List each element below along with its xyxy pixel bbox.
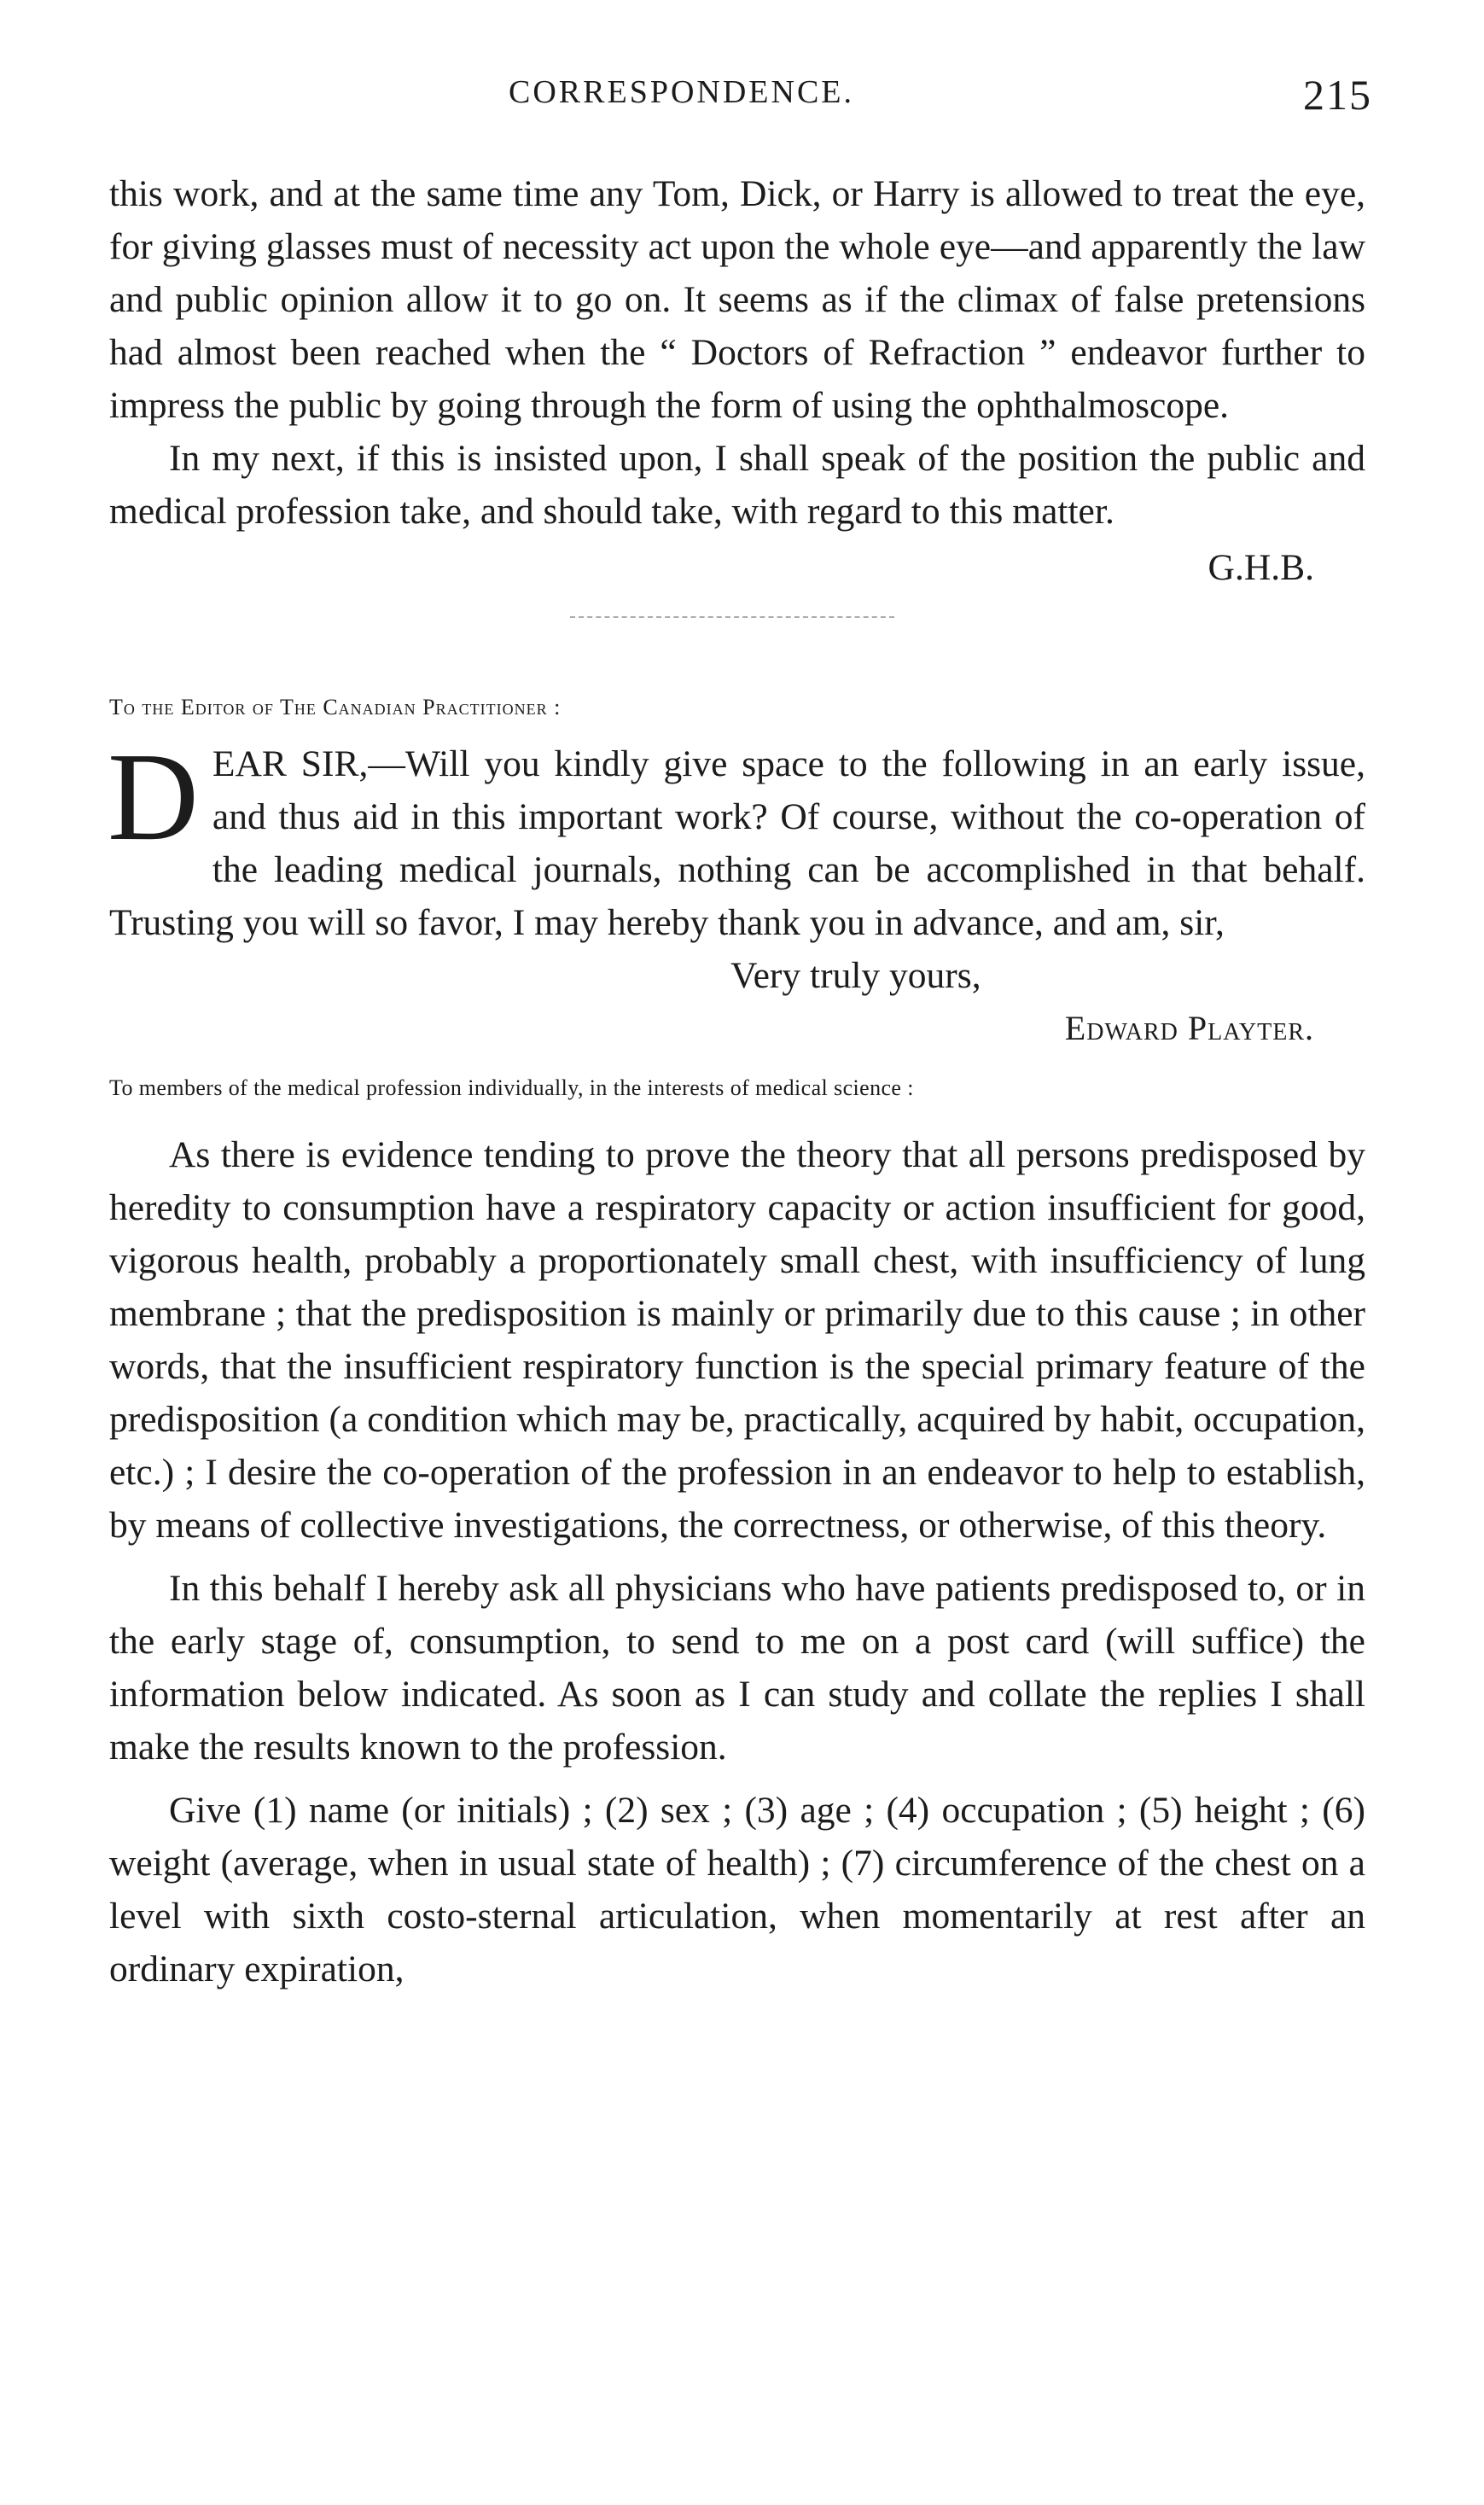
- letter2-paragraph-3: Give (1) name (or initials) ; (2) sex ; (3) age ; (4) occupation ; (5) height ; (6) weight (average, when in usual state of health) ; (7) circumference of the chest on a level with sixth costo-sternal articulation, when momentarily at rest after an ordinary expiration,: [109, 1790, 1365, 1989]
- letter2-paragraph-1: As there is evidence tending to prove the theory that all persons predisposed by heredity to consumption have a respiratory capacity or action insufficient for good, vigorous health, probably a proportionately small chest, with insufficiency of lung membrane ; that the predisposition is mainly or primarily due to this cause ; in other words, that the insufficient respiratory function is the special primary feature of the predisposition (a condition which may be, practically, acquired by habit, occupation, etc.) ; I desire the co-operation of the profession in an endeavor to help to establish, by means of collective investigations, the correctness, or otherwise, of this theory.: [109, 1134, 1365, 1546]
- section-divider: [570, 616, 894, 618]
- running-title: CORRESPONDENCE.: [509, 74, 854, 110]
- running-head: [109, 73, 1372, 133]
- letter2-opening-block: [108, 727, 1365, 949]
- letter1-signature: G.H.B.: [1208, 547, 1314, 588]
- letter1-paragraph-2: In my next, if this is insisted upon, I shall speak of the position the public and medical profession take, and should take, with regard to this matter.: [109, 438, 1365, 532]
- profession-address: To members of the medical profession individually, in the interests of medical science :: [109, 1075, 914, 1100]
- letter1-paragraph-1: this work, and at the same time any Tom, Dick, or Harry is allowed to treat the eye, for giving glasses must of necessity act upon the whole eye—and apparently the law and public opinion allow it to go on. It seems as if the climax of false pretensions had almost been reached when the “ Doctors of Refraction ” endeavor further to impress the public by going through the form of using the ophthalmoscope.: [109, 173, 1365, 426]
- letter2-paragraph-2: In this behalf I hereby ask all physicians who have patients predisposed to, or in the early stage of, consumption, to send to me on a post card (will suffice) the information below indicated. As soon as I can study and collate the replies I shall make the results known to the profession.: [109, 1568, 1365, 1768]
- letter2-signature: Edward Playter.: [1064, 1009, 1314, 1047]
- letter2-opening: EAR SIR,—Will you kindly give space to the following in an early issue, and thus aid in this important work? Of course, without the co-operation of the leading medical journals, nothing can be accomplished in that behalf. Trusting you will so favor, I may hereby thank you in advance, and am, sir,: [109, 743, 1365, 943]
- letter2-closing: Very truly yours,: [730, 955, 981, 996]
- page-body: [109, 167, 1365, 1995]
- editor-address: To the Editor of The Canadian Practitioner :: [109, 695, 562, 719]
- page-number: 215: [1303, 71, 1372, 119]
- drop-cap: D: [108, 727, 199, 867]
